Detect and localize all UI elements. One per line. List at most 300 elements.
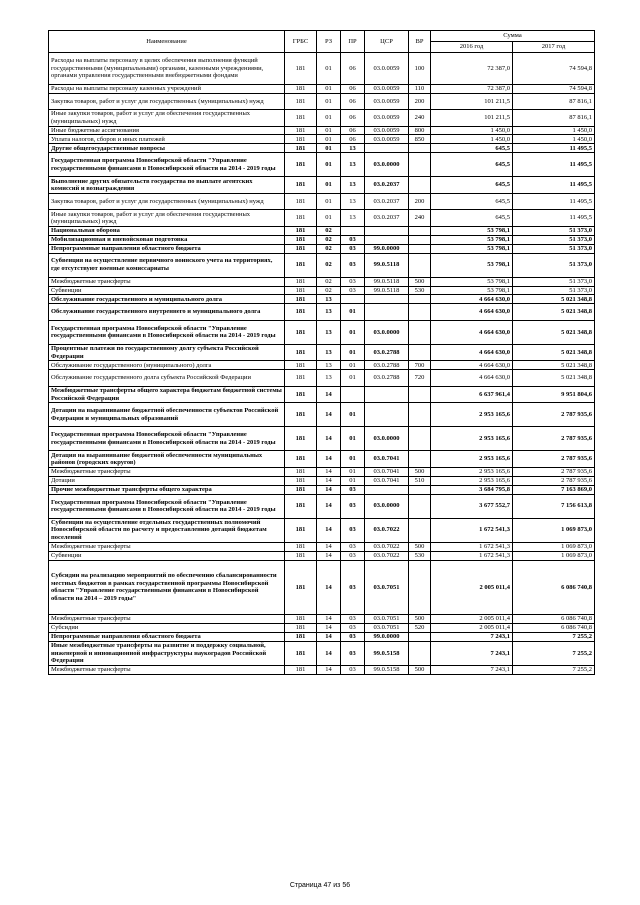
table-row [49, 632, 595, 641]
cell-vr [409, 632, 431, 641]
cell-name: Дотация на выравнивание бюджетной обеспеченности муниципальных районов (городских округов) [49, 451, 285, 468]
cell-grbs: 181 [285, 665, 317, 674]
cell-rz: 14 [317, 403, 341, 427]
cell-name: Расходы на выплаты персоналу в целях обеспечения выполнения функций государственными (муниципальными) органами, казенными учреждениями, органами управления государственными внебюджетными фондами [49, 53, 285, 85]
cell-rz: 01 [317, 210, 341, 227]
cell-grbs: 181 [285, 467, 317, 476]
cell-rz: 01 [317, 126, 341, 135]
cell-vr: 800 [409, 126, 431, 135]
cell-csr: 03.0.7022 [365, 551, 409, 560]
cell-vr: 200 [409, 93, 431, 110]
cell-name: Межбюджетные трансферты [49, 615, 285, 624]
header-csr: ЦСР [365, 31, 409, 53]
table-row [49, 615, 595, 624]
cell-sum-2016: 2 005 011,4 [431, 615, 513, 624]
cell-csr: 03.0.0059 [365, 126, 409, 135]
cell-vr [409, 427, 431, 451]
cell-sum-2017: 7 156 613,8 [513, 494, 595, 518]
cell-name: Государственная программа Новосибирской области "Управление государственными финансами в Новосибирской области на 2014 - 2019 годы [49, 427, 285, 451]
cell-rz: 01 [317, 177, 341, 194]
cell-name: Субвенции [49, 551, 285, 560]
cell-sum-2017: 11 495,5 [513, 153, 595, 177]
cell-grbs: 181 [285, 126, 317, 135]
table-row [49, 210, 595, 227]
table-row [49, 518, 595, 542]
cell-sum-2016: 6 637 961,4 [431, 386, 513, 403]
cell-csr: 03.0.7041 [365, 451, 409, 468]
cell-grbs: 181 [285, 427, 317, 451]
cell-rz: 01 [317, 110, 341, 127]
header-vr: ВР [409, 31, 431, 53]
cell-csr: 99.0.5118 [365, 286, 409, 295]
cell-vr [409, 144, 431, 153]
table-row [49, 467, 595, 476]
cell-sum-2017: 51 373,0 [513, 226, 595, 235]
cell-rz: 14 [317, 485, 341, 494]
table-row [49, 344, 595, 361]
cell-name: Межбюджетные трансферты общего характера бюджетам бюджетной системы Российской Федерации [49, 386, 285, 403]
table-row [49, 53, 595, 85]
cell-pr: 03 [341, 244, 365, 253]
table-row [49, 560, 595, 615]
cell-rz: 14 [317, 632, 341, 641]
cell-sum-2016: 4 664 630,0 [431, 344, 513, 361]
cell-name: Прочие межбюджетные трансферты общего характера [49, 485, 285, 494]
cell-csr: 03.0.7051 [365, 560, 409, 615]
cell-vr [409, 641, 431, 665]
cell-sum-2017: 5 021 348,8 [513, 344, 595, 361]
cell-csr: 03.0.7022 [365, 518, 409, 542]
cell-sum-2016: 7 243,1 [431, 665, 513, 674]
cell-rz: 13 [317, 344, 341, 361]
cell-sum-2017: 87 816,1 [513, 93, 595, 110]
header-pr: ПР [341, 31, 365, 53]
cell-pr: 06 [341, 126, 365, 135]
table-row [49, 665, 595, 674]
cell-grbs: 181 [285, 560, 317, 615]
cell-csr: 03.0.0059 [365, 110, 409, 127]
cell-name: Закупка товаров, работ и услуг для государственных (муниципальных) нужд [49, 93, 285, 110]
cell-vr [409, 304, 431, 321]
table-row [49, 386, 595, 403]
cell-sum-2017: 7 255,2 [513, 641, 595, 665]
cell-rz: 02 [317, 235, 341, 244]
cell-vr: 500 [409, 277, 431, 286]
cell-vr [409, 226, 431, 235]
cell-name: Межбюджетные трансферты [49, 277, 285, 286]
cell-grbs: 181 [285, 403, 317, 427]
cell-rz: 02 [317, 244, 341, 253]
cell-name: Мобилизационная и вневойсковая подготовка [49, 235, 285, 244]
cell-grbs: 181 [285, 226, 317, 235]
cell-vr: 530 [409, 286, 431, 295]
cell-grbs: 181 [285, 210, 317, 227]
cell-vr: 240 [409, 210, 431, 227]
cell-pr: 13 [341, 177, 365, 194]
cell-sum-2016: 3 677 552,7 [431, 494, 513, 518]
cell-name: Непрограммные направления областного бюджета [49, 244, 285, 253]
cell-csr: 99.0.0000 [365, 632, 409, 641]
cell-grbs: 181 [285, 485, 317, 494]
cell-grbs: 181 [285, 135, 317, 144]
cell-sum-2016: 2 953 165,6 [431, 427, 513, 451]
cell-name: Обслуживание государственного (муниципального) долга [49, 361, 285, 370]
cell-vr [409, 320, 431, 344]
table-row [49, 153, 595, 177]
budget-table [48, 30, 595, 675]
header-year-2016: 2016 год [431, 42, 513, 53]
cell-sum-2016: 53 798,1 [431, 286, 513, 295]
cell-pr [341, 386, 365, 403]
cell-csr: 03.0.2037 [365, 193, 409, 210]
cell-grbs: 181 [285, 476, 317, 485]
cell-csr: 99.0.5118 [365, 277, 409, 286]
cell-vr [409, 485, 431, 494]
cell-csr [365, 485, 409, 494]
cell-sum-2017: 6 086 740,8 [513, 615, 595, 624]
cell-csr: 99.0.5158 [365, 641, 409, 665]
cell-grbs: 181 [285, 153, 317, 177]
cell-csr [365, 226, 409, 235]
cell-sum-2016: 53 798,1 [431, 244, 513, 253]
cell-vr: 100 [409, 53, 431, 85]
cell-rz: 01 [317, 193, 341, 210]
cell-sum-2017: 5 021 348,8 [513, 304, 595, 321]
cell-sum-2016: 53 798,1 [431, 226, 513, 235]
cell-sum-2017: 1 450,0 [513, 135, 595, 144]
cell-grbs: 181 [285, 277, 317, 286]
header-name: Наименование [49, 31, 285, 53]
cell-vr [409, 494, 431, 518]
cell-grbs: 181 [285, 286, 317, 295]
cell-pr: 03 [341, 632, 365, 641]
cell-vr [409, 153, 431, 177]
cell-sum-2017: 74 594,8 [513, 84, 595, 93]
cell-rz: 02 [317, 253, 341, 277]
cell-pr: 03 [341, 641, 365, 665]
cell-csr: 03.0.0059 [365, 135, 409, 144]
cell-sum-2016: 101 211,5 [431, 93, 513, 110]
cell-sum-2017: 7 255,2 [513, 632, 595, 641]
cell-pr: 13 [341, 193, 365, 210]
cell-name: Дотации на выравнивание бюджетной обеспеченности субъектов Российской Федерации и муниципальных образований [49, 403, 285, 427]
cell-csr [365, 144, 409, 153]
cell-vr: 850 [409, 135, 431, 144]
cell-sum-2017: 5 021 348,8 [513, 320, 595, 344]
cell-name: Обслуживание государственного долга субъекта Российской Федерации [49, 370, 285, 387]
cell-name: Субсидии [49, 623, 285, 632]
cell-pr: 03 [341, 494, 365, 518]
cell-vr [409, 403, 431, 427]
cell-rz: 14 [317, 623, 341, 632]
cell-sum-2017: 11 495,5 [513, 193, 595, 210]
cell-pr: 01 [341, 304, 365, 321]
cell-rz: 13 [317, 304, 341, 321]
cell-sum-2017: 2 787 935,6 [513, 467, 595, 476]
cell-pr: 01 [341, 451, 365, 468]
table-row [49, 277, 595, 286]
cell-name: Уплата налогов, сборов и иных платежей [49, 135, 285, 144]
cell-vr: 700 [409, 361, 431, 370]
cell-vr: 240 [409, 110, 431, 127]
table-row [49, 226, 595, 235]
cell-sum-2017: 7 255,2 [513, 665, 595, 674]
cell-vr: 500 [409, 665, 431, 674]
cell-sum-2017: 51 373,0 [513, 253, 595, 277]
cell-csr: 03.0.7041 [365, 467, 409, 476]
page-footer: Страница 47 из 56 [289, 882, 351, 889]
cell-vr [409, 560, 431, 615]
cell-csr [365, 403, 409, 427]
cell-name: Государственная программа Новосибирской области "Управление государственными финансами в Новосибирской области на 2014 - 2019 годы [49, 320, 285, 344]
cell-pr: 06 [341, 53, 365, 85]
cell-sum-2016: 53 798,1 [431, 277, 513, 286]
cell-rz: 14 [317, 615, 341, 624]
cell-sum-2017: 1 069 873,0 [513, 542, 595, 551]
cell-rz: 01 [317, 153, 341, 177]
cell-pr: 03 [341, 665, 365, 674]
cell-sum-2016: 53 798,1 [431, 253, 513, 277]
table-header [49, 31, 595, 53]
cell-pr: 01 [341, 361, 365, 370]
table-row [49, 193, 595, 210]
header-sum: Сумма [431, 31, 595, 42]
cell-grbs: 181 [285, 193, 317, 210]
cell-name: Обслуживание государственного и муниципального долга [49, 295, 285, 304]
cell-csr: 99.0.0000 [365, 244, 409, 253]
cell-pr: 13 [341, 153, 365, 177]
header-rz: РЗ [317, 31, 341, 53]
cell-grbs: 181 [285, 386, 317, 403]
cell-vr: 110 [409, 84, 431, 93]
cell-sum-2017: 74 594,8 [513, 53, 595, 85]
cell-vr: 500 [409, 467, 431, 476]
table-row [49, 304, 595, 321]
table-row [49, 370, 595, 387]
cell-pr: 01 [341, 403, 365, 427]
cell-rz: 14 [317, 476, 341, 485]
cell-sum-2017: 11 495,5 [513, 177, 595, 194]
cell-sum-2017: 87 816,1 [513, 110, 595, 127]
cell-grbs: 181 [285, 615, 317, 624]
table-row [49, 244, 595, 253]
cell-csr: 99.0.5118 [365, 253, 409, 277]
cell-rz: 01 [317, 135, 341, 144]
cell-sum-2016: 7 243,1 [431, 641, 513, 665]
cell-pr: 03 [341, 235, 365, 244]
cell-sum-2017: 2 787 935,6 [513, 451, 595, 468]
cell-pr: 13 [341, 210, 365, 227]
cell-grbs: 181 [285, 177, 317, 194]
table-row [49, 485, 595, 494]
cell-grbs: 181 [285, 235, 317, 244]
cell-pr: 03 [341, 277, 365, 286]
table-row [49, 295, 595, 304]
table-row [49, 110, 595, 127]
cell-rz: 02 [317, 286, 341, 295]
cell-csr [365, 295, 409, 304]
cell-rz: 14 [317, 551, 341, 560]
cell-pr: 01 [341, 370, 365, 387]
cell-vr: 510 [409, 476, 431, 485]
cell-csr: 03.0.2788 [365, 344, 409, 361]
cell-rz: 14 [317, 494, 341, 518]
table-body [49, 53, 595, 675]
cell-grbs: 181 [285, 84, 317, 93]
cell-sum-2017: 7 163 869,0 [513, 485, 595, 494]
cell-grbs: 181 [285, 244, 317, 253]
cell-grbs: 181 [285, 542, 317, 551]
cell-csr: 03.0.0059 [365, 53, 409, 85]
cell-pr: 01 [341, 344, 365, 361]
cell-csr: 03.0.7022 [365, 542, 409, 551]
cell-grbs: 181 [285, 93, 317, 110]
table-row [49, 361, 595, 370]
cell-csr: 03.0.7051 [365, 615, 409, 624]
cell-sum-2016: 4 664 630,0 [431, 361, 513, 370]
table-row [49, 84, 595, 93]
cell-vr [409, 235, 431, 244]
table-row [49, 126, 595, 135]
cell-rz: 01 [317, 84, 341, 93]
table-row [49, 427, 595, 451]
cell-grbs: 181 [285, 641, 317, 665]
cell-name: Иные бюджетные ассигнования [49, 126, 285, 135]
table-row [49, 177, 595, 194]
budget-table-sheet [48, 30, 594, 675]
cell-csr: 03.0.7051 [365, 623, 409, 632]
cell-grbs: 181 [285, 551, 317, 560]
cell-vr [409, 295, 431, 304]
cell-rz: 13 [317, 295, 341, 304]
cell-vr: 200 [409, 193, 431, 210]
cell-name: Государственная программа Новосибирской области "Управление государственными финансами в Новосибирской области на 2014 - 2019 годы [49, 153, 285, 177]
table-row [49, 320, 595, 344]
cell-csr: 03.0.0000 [365, 153, 409, 177]
cell-vr: 520 [409, 623, 431, 632]
cell-sum-2016: 645,5 [431, 177, 513, 194]
cell-pr: 01 [341, 476, 365, 485]
cell-rz: 13 [317, 361, 341, 370]
table-row [49, 93, 595, 110]
cell-rz: 01 [317, 144, 341, 153]
cell-pr: 03 [341, 551, 365, 560]
cell-grbs: 181 [285, 370, 317, 387]
cell-csr: 03.0.0059 [365, 93, 409, 110]
cell-sum-2017: 6 086 740,8 [513, 560, 595, 615]
cell-sum-2017: 1 069 873,0 [513, 518, 595, 542]
cell-sum-2017: 51 373,0 [513, 244, 595, 253]
cell-name: Обслуживание государственного внутреннего и муниципального долга [49, 304, 285, 321]
cell-vr [409, 386, 431, 403]
cell-pr: 03 [341, 286, 365, 295]
cell-sum-2017: 9 951 804,6 [513, 386, 595, 403]
cell-pr: 01 [341, 427, 365, 451]
cell-name: Национальная оборона [49, 226, 285, 235]
cell-vr [409, 518, 431, 542]
cell-sum-2016: 2 005 011,4 [431, 560, 513, 615]
header-grbs: ГРБС [285, 31, 317, 53]
cell-pr: 03 [341, 623, 365, 632]
cell-name: Межбюджетные трансферты [49, 467, 285, 476]
cell-grbs: 181 [285, 632, 317, 641]
cell-rz: 14 [317, 467, 341, 476]
cell-csr: 03.0.0059 [365, 84, 409, 93]
cell-rz: 02 [317, 226, 341, 235]
cell-grbs: 181 [285, 494, 317, 518]
cell-pr: 06 [341, 93, 365, 110]
cell-pr: 03 [341, 253, 365, 277]
cell-grbs: 181 [285, 623, 317, 632]
cell-rz: 01 [317, 93, 341, 110]
cell-rz: 01 [317, 53, 341, 85]
cell-sum-2016: 2 005 011,4 [431, 623, 513, 632]
cell-csr: 03.0.7041 [365, 476, 409, 485]
cell-sum-2017: 51 373,0 [513, 235, 595, 244]
cell-sum-2017: 5 021 348,8 [513, 295, 595, 304]
cell-grbs: 181 [285, 304, 317, 321]
cell-pr [341, 226, 365, 235]
header-year-2017: 2017 год [513, 42, 595, 53]
cell-sum-2016: 645,5 [431, 144, 513, 153]
table-row [49, 542, 595, 551]
cell-name: Иные межбюджетные трансферты на развитие и поддержку социальной, инженерной и инновационной инфраструктуры наукоградов Российской Федерации [49, 641, 285, 665]
cell-sum-2016: 4 664 630,0 [431, 320, 513, 344]
cell-pr: 01 [341, 320, 365, 344]
cell-sum-2017: 1 069 873,0 [513, 551, 595, 560]
cell-grbs: 181 [285, 344, 317, 361]
cell-sum-2017: 5 021 348,8 [513, 370, 595, 387]
cell-grbs: 181 [285, 361, 317, 370]
cell-pr: 06 [341, 84, 365, 93]
cell-sum-2017: 2 787 935,6 [513, 476, 595, 485]
cell-rz: 14 [317, 518, 341, 542]
cell-csr [365, 386, 409, 403]
cell-vr [409, 344, 431, 361]
cell-rz: 14 [317, 542, 341, 551]
cell-sum-2016: 645,5 [431, 210, 513, 227]
cell-rz: 14 [317, 451, 341, 468]
cell-vr: 500 [409, 615, 431, 624]
cell-grbs: 181 [285, 53, 317, 85]
cell-vr: 720 [409, 370, 431, 387]
cell-name: Иные закупки товаров, работ и услуг для обеспечения государственных (муниципальных) нужд [49, 210, 285, 227]
cell-sum-2016: 1 672 541,3 [431, 518, 513, 542]
cell-vr [409, 451, 431, 468]
cell-grbs: 181 [285, 451, 317, 468]
cell-sum-2017: 51 373,0 [513, 277, 595, 286]
cell-csr: 99.0.5158 [365, 665, 409, 674]
cell-sum-2016: 7 243,1 [431, 632, 513, 641]
cell-csr: 03.0.2788 [365, 370, 409, 387]
cell-name: Дотации [49, 476, 285, 485]
cell-sum-2016: 1 450,0 [431, 135, 513, 144]
cell-name: Расходы на выплаты персоналу казенных учреждений [49, 84, 285, 93]
cell-pr: 03 [341, 560, 365, 615]
cell-csr: 03.0.0000 [365, 494, 409, 518]
cell-sum-2016: 1 450,0 [431, 126, 513, 135]
cell-sum-2016: 1 672 541,3 [431, 551, 513, 560]
cell-pr: 13 [341, 144, 365, 153]
cell-grbs: 181 [285, 518, 317, 542]
cell-pr: 03 [341, 518, 365, 542]
table-row [49, 135, 595, 144]
cell-rz: 14 [317, 427, 341, 451]
cell-sum-2017: 2 787 935,6 [513, 403, 595, 427]
cell-pr: 01 [341, 467, 365, 476]
cell-rz: 14 [317, 560, 341, 615]
cell-rz: 14 [317, 386, 341, 403]
